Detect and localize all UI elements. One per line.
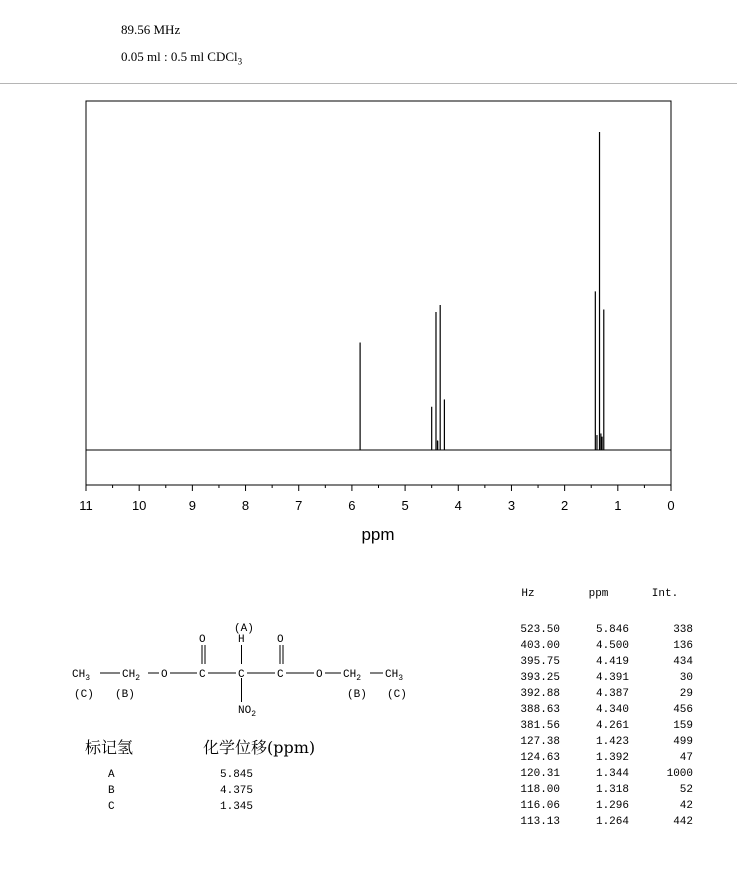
peak-ppm: 1.318	[595, 784, 629, 796]
peak-row	[486, 702, 693, 718]
x-axis-tick-labels	[79, 498, 674, 513]
peak-table	[486, 586, 693, 830]
ch2-left	[122, 669, 140, 683]
x-axis-title: ppm	[361, 525, 395, 544]
ch3-left-sub: 3	[85, 674, 91, 683]
peak-row	[486, 782, 693, 798]
peak-int: 159	[673, 720, 693, 732]
peak-int: 1000	[666, 768, 693, 780]
o-ester-left: O	[161, 669, 168, 681]
peak-ppm: 4.387	[595, 688, 629, 700]
x-tick-label: 1	[614, 498, 622, 513]
ch3-left	[72, 669, 90, 683]
peak-int: 47	[679, 752, 693, 764]
assignment-shift: 4.375	[220, 785, 254, 797]
assignment-label-header: 标记氢	[85, 738, 134, 757]
label-b-left: (B)	[115, 689, 135, 701]
peak-table-header-ppm: ppm	[588, 588, 609, 600]
peak-hz: 381.56	[520, 720, 560, 732]
peak-row	[486, 814, 693, 830]
peak-ppm: 4.500	[595, 640, 629, 652]
peak-row	[486, 622, 693, 638]
peak-int: 434	[673, 656, 693, 668]
peak-ppm: 1.296	[595, 800, 629, 812]
ch2-right-sub: 2	[356, 674, 362, 683]
ch3-left-text: CH	[72, 669, 86, 681]
structure-diagram	[60, 615, 430, 725]
label-c-right: (C)	[387, 689, 407, 701]
peak-int: 338	[673, 624, 693, 636]
peak-int: 442	[673, 816, 693, 828]
peak-table-header-int: Int.	[651, 588, 679, 600]
peak-int: 30	[679, 672, 693, 684]
x-tick-label: 0	[667, 498, 675, 513]
peak-hz: 403.00	[520, 640, 560, 652]
o-ester-right: O	[316, 669, 323, 681]
peak-row	[486, 670, 693, 686]
peak-int: 29	[679, 688, 693, 700]
peak-int: 52	[679, 784, 693, 796]
peak-int: 136	[673, 640, 693, 652]
x-tick-label: 2	[561, 498, 569, 513]
peak-row	[486, 798, 693, 814]
x-tick-label: 10	[131, 498, 147, 513]
no2-text: NO	[238, 705, 252, 717]
spectrometer-frequency: 89.56 MHz	[121, 22, 181, 37]
peak-hz: 392.88	[520, 688, 560, 700]
peak-hz: 124.63	[520, 752, 560, 764]
peak-hz: 388.63	[520, 704, 560, 716]
peak-ppm: 4.261	[595, 720, 629, 732]
peak-ppm: 4.391	[595, 672, 629, 684]
plot-frame	[86, 101, 671, 485]
x-tick-label: 8	[241, 498, 250, 513]
peak-hz: 118.00	[520, 784, 560, 796]
ch2-left-sub: 2	[135, 674, 141, 683]
plot-area	[86, 132, 671, 450]
assignment-row	[108, 767, 253, 783]
assignment-table	[108, 767, 253, 815]
peak-row	[486, 734, 693, 750]
label-b-right: (B)	[347, 689, 367, 701]
ch2-right-text: CH	[343, 669, 357, 681]
h-atom: H	[238, 634, 245, 646]
peak-ppm: 4.419	[595, 656, 629, 668]
assignment-label: B	[108, 785, 115, 797]
assignment-label: A	[108, 769, 115, 781]
ch2-left-text: CH	[122, 669, 136, 681]
peak-hz: 393.25	[520, 672, 560, 684]
x-tick-label: 6	[348, 498, 356, 513]
sample-info-subscript: 3	[237, 56, 243, 67]
assignment-row	[108, 799, 253, 815]
ch3-right	[385, 669, 403, 683]
peak-ppm: 1.392	[595, 752, 629, 764]
assignment-row	[108, 783, 253, 799]
ch3-right-text: CH	[385, 669, 399, 681]
peak-table-body	[486, 622, 693, 830]
header-divider	[0, 83, 737, 84]
peak-row	[486, 638, 693, 654]
x-tick-label: 4	[454, 498, 462, 513]
peak-int: 42	[679, 800, 693, 812]
peak-hz: 120.31	[520, 768, 560, 780]
sample-info-text: 0.05 ml : 0.5 ml CDCl	[121, 49, 238, 64]
x-tick-label: 9	[188, 498, 196, 513]
x-tick-label: 5	[401, 498, 409, 513]
assignment-shift-header: 化学位移(ppm)	[203, 738, 316, 757]
peak-ppm: 4.340	[595, 704, 629, 716]
peak-hz: 113.13	[520, 816, 560, 828]
c-carbonyl-left: C	[199, 669, 206, 681]
peak-hz: 116.06	[520, 800, 560, 812]
no2-sub: 2	[251, 710, 257, 719]
peak-hz: 127.38	[520, 736, 560, 748]
peak-row	[486, 686, 693, 702]
no2-group	[238, 705, 256, 719]
assignment-shift: 5.845	[220, 769, 254, 781]
o-top-left: O	[199, 634, 206, 646]
label-a: (A)	[234, 623, 254, 635]
peak-ppm: 1.423	[595, 736, 629, 748]
x-axis-ticks	[86, 485, 671, 491]
x-tick-label: 7	[295, 498, 303, 513]
peak-table-header-hz: Hz	[521, 588, 535, 600]
peak-ppm: 5.846	[595, 624, 629, 636]
peak-row	[486, 718, 693, 734]
peak-int: 456	[673, 704, 693, 716]
c-center: C	[238, 669, 245, 681]
peak-row	[486, 654, 693, 670]
o-top-right: O	[277, 634, 284, 646]
peak-ppm: 1.264	[595, 816, 629, 828]
assignment-shift: 1.345	[220, 801, 254, 813]
peak-int: 499	[673, 736, 693, 748]
peak-ppm: 1.344	[595, 768, 629, 780]
peak-row	[486, 750, 693, 766]
label-c-left: (C)	[74, 689, 94, 701]
assignment-label: C	[108, 801, 115, 813]
nmr-spectrum-chart	[0, 90, 737, 560]
peak-hz: 523.50	[520, 624, 560, 636]
c-carbonyl-right: C	[277, 669, 284, 681]
sample-info	[121, 49, 242, 67]
x-tick-label: 3	[507, 498, 516, 513]
ch3-right-sub: 3	[398, 674, 404, 683]
ch2-right	[343, 669, 361, 683]
peak-hz: 395.75	[520, 656, 560, 668]
x-tick-label: 11	[79, 498, 93, 513]
peak-row	[486, 766, 693, 782]
